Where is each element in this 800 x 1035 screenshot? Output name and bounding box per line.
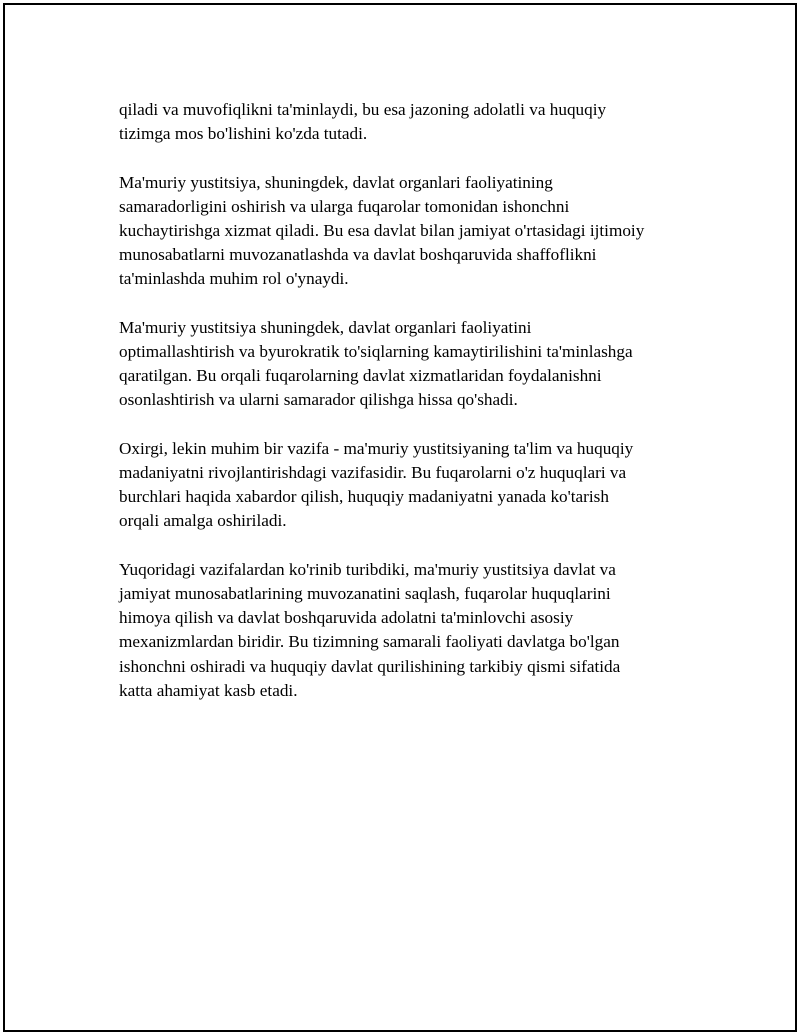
text-line: Oxirgi, lekin muhim bir vazifa - ma'muriy yustitsiyaning ta'lim va huquqiy [119, 438, 634, 458]
text-line: mexanizmlardan biridir. Bu tizimning samarali faoliyati davlatga bo'lgan [119, 632, 620, 652]
text-line: samaradorligini oshirish va ularga fuqarolar tomonidan ishonchni [119, 196, 570, 216]
paragraph-5 [119, 558, 689, 703]
text-line: kuchaytirishga xizmat qiladi. Bu esa davlat bilan jamiyat o'rtasidagi ijtimoiy [119, 221, 645, 240]
text-line: himoya qilish va davlat boshqaruvida adolatni ta'minlovchi asosiy [119, 608, 574, 628]
text-line: Ma'muriy yustitsiya, shuningdek, davlat organlari faoliyatining [119, 172, 553, 192]
text-line: madaniyatni rivojlantirishdagi vazifasidir. Bu fuqarolarni o'z huquqlari va [119, 463, 627, 482]
text-line: optimallashtirish va byurokratik to'siqlarning kamaytirilishini ta'minlashga [119, 342, 633, 361]
text-line: qiladi va muvofiqlikni ta'minlaydi, bu esa jazoning adolatli va huquqiy [119, 100, 607, 119]
text-line: katta ahamiyat kasb etadi. [119, 680, 298, 700]
text-line: tizimga mos bo'lishini ko'zda tutadi. [119, 124, 368, 144]
paragraph-3 [119, 316, 689, 413]
document-page [3, 3, 797, 1032]
text-line: ta'minlashda muhim rol o'ynaydi. [119, 269, 349, 289]
text-line: Ma'muriy yustitsiya shuningdek, davlat organlari faoliyatini [119, 317, 532, 337]
text-line: Yuqoridagi vazifalardan ko'rinib turibdiki, ma'muriy yustitsiya davlat va [119, 559, 616, 579]
text-line: burchlari haqida xabardor qilish, huquqiy madaniyatni yanada ko'tarish [119, 487, 609, 507]
text-line: munosabatlarni muvozanatlashda va davlat boshqaruvida shaffoflikni [119, 245, 597, 265]
text-line: ishonchni oshiradi va huquqiy davlat qurilishining tarkibiy qismi sifatida [119, 656, 621, 676]
text-line: qaratilgan. Bu orqali fuqarolarning davlat xizmatlaridan foydalanishni [119, 366, 602, 386]
paragraph-4 [119, 437, 689, 534]
text-line: osonlashtirish va ularni samarador qilishga hissa qo'shadi. [119, 390, 518, 410]
paragraph-2 [119, 171, 689, 292]
paragraph-1 [119, 98, 689, 146]
text-line: orqali amalga oshiriladi. [119, 511, 287, 531]
text-line: jamiyat munosabatlarining muvozanatini saqlash, fuqarolar huquqlarini [119, 584, 611, 603]
document-body [119, 98, 689, 727]
